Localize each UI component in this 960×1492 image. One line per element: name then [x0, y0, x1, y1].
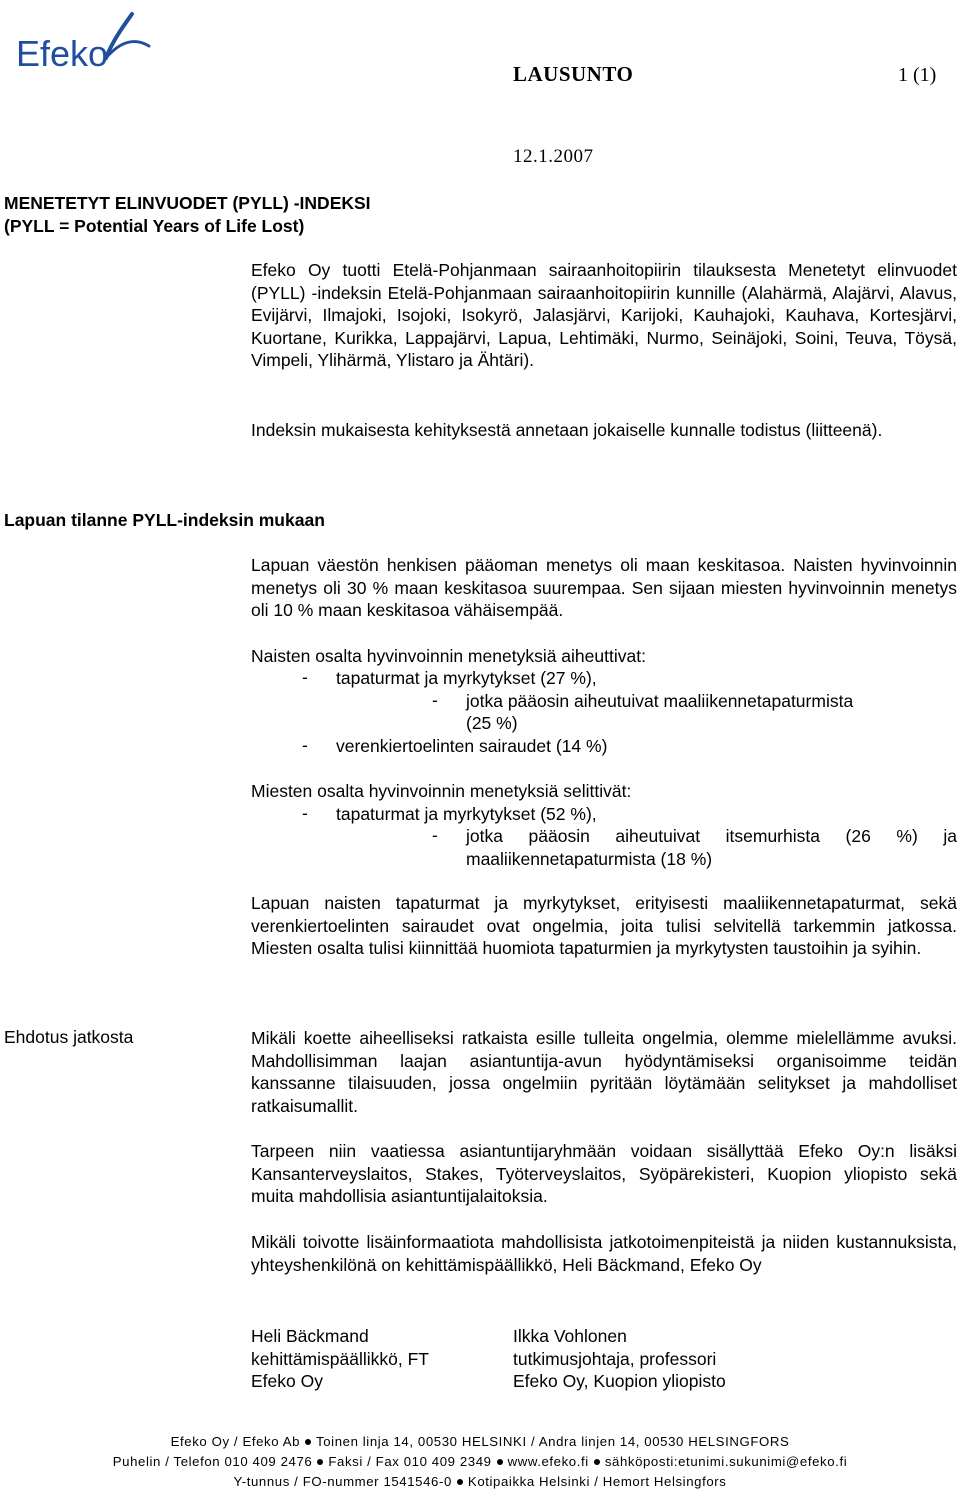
- footer-email[interactable]: sähköposti:etunimi.sukunimi@efeko.fi: [604, 1454, 848, 1469]
- signer-name: Heli Bäckmand: [251, 1326, 369, 1346]
- footer-fax: Faksi / Fax 010 409 2349: [328, 1454, 492, 1469]
- signer-title: kehittämispäällikkö, FT: [251, 1348, 429, 1369]
- document-type: LAUSUNTO: [513, 62, 634, 86]
- intro-paragraph-2: Indeksin mukaisesta kehityksestä annetaan jokaiselle kunnalle todistus (liitteenä).: [251, 420, 883, 440]
- men-item-1: tapaturmat ja myrkytykset (52 %),: [336, 804, 597, 824]
- footer-company: Efeko Oy / Efeko Ab: [170, 1434, 301, 1449]
- signer-org: Efeko Oy: [251, 1371, 323, 1392]
- efeko-logo: [14, 8, 154, 74]
- proposal-paragraph-3: Mikäli toivotte lisäinformaatiota mahdollisista jatkotoimenpiteistä ja niiden kustannuksista, yhteyshenkilönä on kehittämispäällikkö, Heli Bäckmand, Efeko Oy: [251, 1232, 957, 1275]
- proposal-label: Ehdotus jatkosta: [4, 1027, 134, 1047]
- proposal-paragraph-1: Mikäli koette aiheelliseksi ratkaista esille tulleita ongelmia, olemme mielellämme avuksi. Mahdollisimman laajan asiantuntija-avun hyödyntämiseksi organisoimme teidän kanssanne tilaisuuden, jossa ongelmiin pyritään löytämään selitykset ja mahdolliset ratkaisumallit.: [251, 1028, 957, 1116]
- bullet-icon: [305, 1439, 311, 1445]
- bullet-icon: [594, 1459, 600, 1465]
- section-heading-lapua: Lapuan tilanne PYLL-indeksin mukaan: [4, 510, 325, 530]
- bullet-icon: [457, 1479, 463, 1485]
- list-dash: -: [302, 735, 308, 755]
- title-line-2: (PYLL = Potential Years of Life Lost): [4, 216, 305, 236]
- title-line-1: MENETETYT ELINVUODET (PYLL) -INDEKSI: [4, 193, 371, 213]
- lapua-conclusion: Lapuan naisten tapaturmat ja myrkytykset, erityisesti maaliikennetapaturmat, sekä verenkiertoelinten sairaudet ovat ongelmia, joita tulisi selvitellä tarkemmin jatkossa. Miesten osalta tulisi kiinnittää huomiota tapaturmien ja myrkytysten taustoihin ja syihin.: [251, 893, 957, 959]
- footer-line-1: [0, 1432, 960, 1452]
- signer-title: tutkimusjohtaja, professori: [513, 1348, 717, 1369]
- footer-line-2: [0, 1452, 960, 1472]
- logo-text: Efeko: [16, 33, 109, 74]
- footer-address: Toinen linja 14, 00530 HELSINKI / Andra linjen 14, 00530 HELSINGFORS: [316, 1434, 790, 1449]
- footer-business-id: Y-tunnus / FO-nummer 1541546-0: [233, 1474, 452, 1489]
- footer-domicile: Kotipaikka Helsinki / Hemort Helsingfors: [467, 1474, 727, 1489]
- document-title: [4, 192, 371, 238]
- women-intro: Naisten osalta hyvinvoinnin menetyksiä aiheuttivat:: [251, 646, 646, 666]
- proposal-paragraph-2: Tarpeen niin vaatiessa asiantuntijaryhmään voidaan sisällyttää Efeko Oy:n lisäksi Kansanterveyslaitos, Stakes, Työterveyslaitos, Syöpärekisteri, Kuopion yliopisto sekä muita mahdollisia asiantuntijalaitoksia.: [251, 1141, 957, 1207]
- list-dash: -: [302, 667, 308, 687]
- signature-block: [513, 1325, 726, 1393]
- page-number: 1 (1): [898, 64, 937, 86]
- women-item-2: verenkiertoelinten sairaudet (14 %): [336, 736, 608, 756]
- bullet-icon: [317, 1459, 323, 1465]
- document-date: 12.1.2007: [513, 146, 594, 167]
- lapua-summary: Lapuan väestön henkisen pääoman menetys oli maan keskitasoa. Naisten hyvinvoinnin menetys oli 30 % maan keskitasoa suurempaa. Sen sijaan miesten hyvinvoinnin menetys oli 10 % maan keskitasoa vähäisempää.: [251, 555, 957, 621]
- women-subitem-1-cont: (25 %): [466, 713, 518, 733]
- footer-phone: Puhelin / Telefon 010 409 2476: [112, 1454, 313, 1469]
- men-intro: Miesten osalta hyvinvoinnin menetyksiä selittivät:: [251, 781, 632, 801]
- women-subitem-1: jotka pääosin aiheutuivat maaliikennetapaturmista: [466, 691, 854, 711]
- efeko-logo-mark: [14, 8, 154, 74]
- list-dash: -: [432, 825, 438, 845]
- footer-website[interactable]: www.efeko.fi: [507, 1454, 589, 1469]
- list-dash: -: [302, 803, 308, 823]
- footer-line-3: [0, 1472, 960, 1492]
- women-item-1: tapaturmat ja myrkytykset (27 %),: [336, 668, 597, 688]
- signature-block: [251, 1325, 429, 1393]
- list-dash: -: [432, 690, 438, 710]
- men-subitem-1-cont: maaliikennetapaturmista (18 %): [466, 849, 713, 869]
- signer-org: Efeko Oy, Kuopion yliopisto: [513, 1371, 726, 1392]
- men-subitem-1: jotka pääosin aiheutuivat itsemurhista (26 %) ja: [466, 826, 957, 846]
- signer-name: Ilkka Vohlonen: [513, 1326, 627, 1346]
- intro-paragraph-1: Efeko Oy tuotti Etelä-Pohjanmaan sairaanhoitopiirin tilauksesta Menetetyt elinvuodet (PYLL) -indeksin Etelä-Pohjanmaan sairaanhoitopiirin kunnille (Alahärmä, Alajärvi, Alavus, Evijärvi, Ilmajoki, Isojoki, Isokyrö, Jalasjärvi, Karijoki, Kauhajoki, Kauhava, Kortesjärvi, Kuortane, Kurikka, Lappajärvi, Lapua, Lehtimäki, Nurmo, Seinäjoki, Soini, Teuva, Töysä, Vimpeli, Ylihärmä, Ylistaro ja Ähtäri).: [251, 260, 957, 371]
- bullet-icon: [497, 1459, 503, 1465]
